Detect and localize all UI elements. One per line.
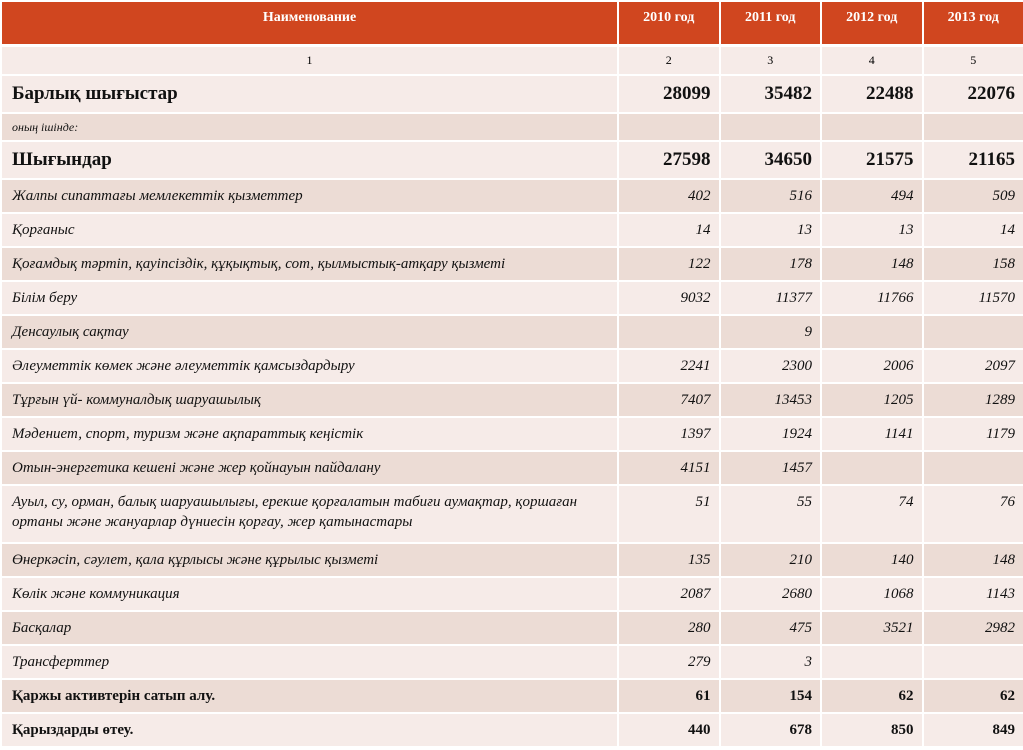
row-name: Мәдениет, спорт, туризм және ақпараттық кеңістік — [1, 417, 618, 451]
value-cell: 11766 — [821, 281, 923, 315]
value-cell — [618, 315, 720, 349]
row-name: Тұрғын үй- коммуналдық шаруашылық — [1, 383, 618, 417]
value-cell: 279 — [618, 645, 720, 679]
row-name: Басқалар — [1, 611, 618, 645]
value-cell: 850 — [821, 713, 923, 747]
value-cell — [923, 645, 1023, 679]
header-row — [1, 1, 1023, 45]
value-cell: 1397 — [618, 417, 720, 451]
value-cell: 1457 — [720, 451, 822, 485]
value-cell: 1179 — [923, 417, 1023, 451]
value-cell: 13 — [821, 213, 923, 247]
value-cell: 1924 — [720, 417, 822, 451]
value-cell: 9 — [720, 315, 822, 349]
value-cell: 9032 — [618, 281, 720, 315]
value-cell: 3521 — [821, 611, 923, 645]
value-cell: 402 — [618, 179, 720, 213]
value-cell: 140 — [821, 543, 923, 577]
index-cell: 3 — [720, 45, 822, 75]
value-cell — [923, 315, 1023, 349]
value-cell: 2982 — [923, 611, 1023, 645]
table-row — [1, 383, 1023, 417]
table-row — [1, 577, 1023, 611]
table-row — [1, 679, 1023, 713]
column-index-row — [1, 45, 1023, 75]
row-name: Денсаулық сақтау — [1, 315, 618, 349]
table-row — [1, 543, 1023, 577]
value-cell: 14 — [618, 213, 720, 247]
value-cell: 1143 — [923, 577, 1023, 611]
value-cell — [821, 645, 923, 679]
row-name: Қаржы активтерін сатып алу. — [1, 679, 618, 713]
row-name: Отын-энергетика кешені және жер қойнауын пайдалану — [1, 451, 618, 485]
value-cell: 158 — [923, 247, 1023, 281]
table-row — [1, 315, 1023, 349]
value-cell: 280 — [618, 611, 720, 645]
value-cell: 440 — [618, 713, 720, 747]
value-cell: 21575 — [821, 141, 923, 179]
value-cell: 1205 — [821, 383, 923, 417]
index-cell: 5 — [923, 45, 1023, 75]
table-row — [1, 113, 1023, 141]
value-cell: 494 — [821, 179, 923, 213]
value-cell: 21165 — [923, 141, 1023, 179]
value-cell: 509 — [923, 179, 1023, 213]
value-cell — [720, 113, 822, 141]
value-cell: 14 — [923, 213, 1023, 247]
value-cell: 148 — [923, 543, 1023, 577]
table-row — [1, 349, 1023, 383]
value-cell: 7407 — [618, 383, 720, 417]
table-row — [1, 281, 1023, 315]
value-cell: 849 — [923, 713, 1023, 747]
value-cell: 11377 — [720, 281, 822, 315]
value-cell — [618, 113, 720, 141]
index-cell: 1 — [1, 45, 618, 75]
value-cell: 135 — [618, 543, 720, 577]
value-cell: 74 — [821, 485, 923, 543]
value-cell: 3 — [720, 645, 822, 679]
value-cell: 4151 — [618, 451, 720, 485]
value-cell: 22488 — [821, 75, 923, 113]
row-name: Қарыздарды өтеу. — [1, 713, 618, 747]
row-name: Қорғаныс — [1, 213, 618, 247]
table-row — [1, 645, 1023, 679]
value-cell: 51 — [618, 485, 720, 543]
header-name: Наименование — [1, 1, 618, 45]
table-row — [1, 179, 1023, 213]
index-cell: 2 — [618, 45, 720, 75]
value-cell — [923, 451, 1023, 485]
row-name: Өнеркәсіп, сәулет, қала құрлысы және құрылыс қызметі — [1, 543, 618, 577]
row-name: Ауыл, су, орман, балық шаруашылығы, ерекше қорғалатын табиғи аумақтар, қоршаған ортаны және жануарлар дүниесін қорғау, жер қатынастары — [1, 485, 618, 543]
table-row — [1, 417, 1023, 451]
table-row — [1, 451, 1023, 485]
value-cell: 34650 — [720, 141, 822, 179]
value-cell — [821, 451, 923, 485]
value-cell: 178 — [720, 247, 822, 281]
row-name: Көлік және коммуникация — [1, 577, 618, 611]
row-name: Жалпы сипаттағы мемлекеттік қызметтер — [1, 179, 618, 213]
value-cell: 148 — [821, 247, 923, 281]
value-cell: 1141 — [821, 417, 923, 451]
value-cell: 62 — [923, 679, 1023, 713]
value-cell: 28099 — [618, 75, 720, 113]
value-cell: 2241 — [618, 349, 720, 383]
value-cell: 2680 — [720, 577, 822, 611]
row-name: Әлеуметтік көмек және әлеуметтік қамсыздардыру — [1, 349, 618, 383]
table-row — [1, 213, 1023, 247]
row-name: Шығындар — [1, 141, 618, 179]
value-cell: 2006 — [821, 349, 923, 383]
value-cell: 475 — [720, 611, 822, 645]
value-cell: 22076 — [923, 75, 1023, 113]
value-cell: 154 — [720, 679, 822, 713]
header-year-2012: 2012 год — [821, 1, 923, 45]
value-cell: 122 — [618, 247, 720, 281]
value-cell: 76 — [923, 485, 1023, 543]
value-cell: 61 — [618, 679, 720, 713]
row-name: Трансферттер — [1, 645, 618, 679]
value-cell: 1068 — [821, 577, 923, 611]
value-cell — [821, 113, 923, 141]
value-cell: 1289 — [923, 383, 1023, 417]
value-cell: 2087 — [618, 577, 720, 611]
row-name: Білім беру — [1, 281, 618, 315]
header-year-2011: 2011 год — [720, 1, 822, 45]
value-cell: 62 — [821, 679, 923, 713]
header-year-2010: 2010 год — [618, 1, 720, 45]
value-cell: 2300 — [720, 349, 822, 383]
value-cell: 678 — [720, 713, 822, 747]
value-cell: 13453 — [720, 383, 822, 417]
table-row — [1, 141, 1023, 179]
value-cell: 516 — [720, 179, 822, 213]
row-name: Барлық шығыстар — [1, 75, 618, 113]
table-row — [1, 247, 1023, 281]
value-cell: 11570 — [923, 281, 1023, 315]
value-cell — [923, 113, 1023, 141]
value-cell: 2097 — [923, 349, 1023, 383]
index-cell: 4 — [821, 45, 923, 75]
value-cell: 35482 — [720, 75, 822, 113]
table-row — [1, 611, 1023, 645]
value-cell: 27598 — [618, 141, 720, 179]
table-row — [1, 485, 1023, 543]
row-name: Қоғамдық тәртіп, қауіпсіздік, құқықтық, сот, қылмыстық-атқару қызметі — [1, 247, 618, 281]
value-cell — [821, 315, 923, 349]
value-cell: 55 — [720, 485, 822, 543]
row-name: оның ішінде: — [1, 113, 618, 141]
value-cell: 13 — [720, 213, 822, 247]
value-cell: 210 — [720, 543, 822, 577]
table-row — [1, 75, 1023, 113]
table-row — [1, 713, 1023, 747]
header-year-2013: 2013 год — [923, 1, 1023, 45]
